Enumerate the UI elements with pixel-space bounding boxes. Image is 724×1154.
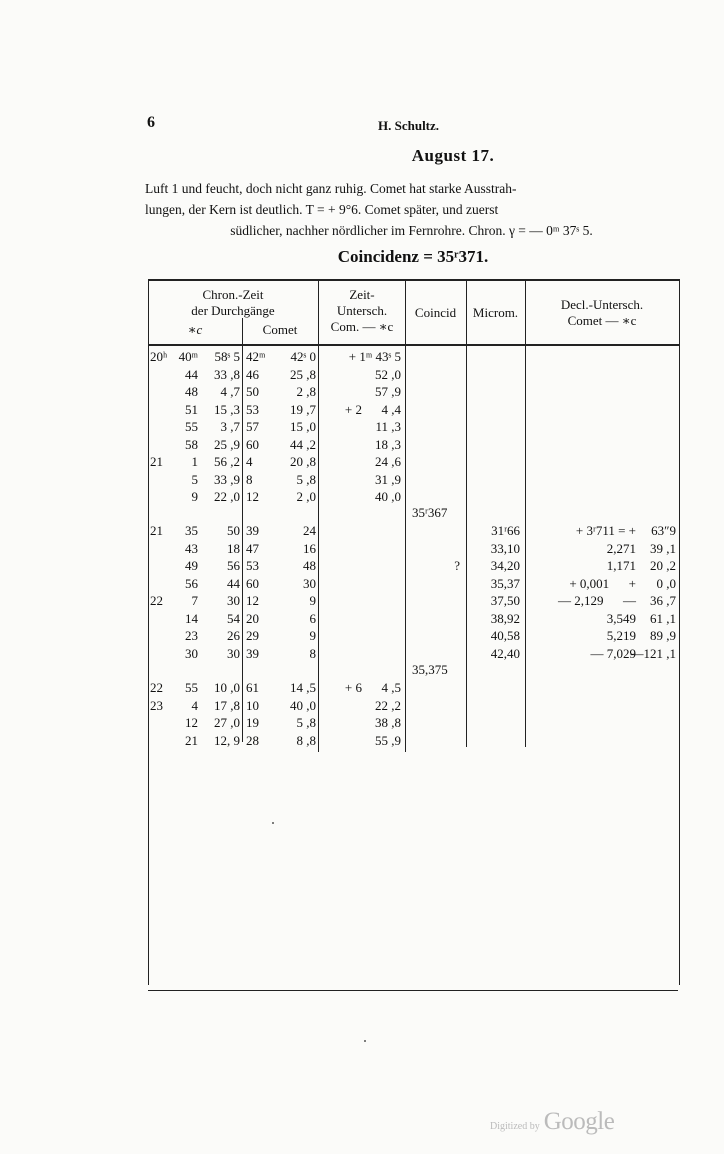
decl-arc-cell: 63″9 (651, 523, 676, 538)
star-minute-cell: 43 (185, 540, 198, 556)
header-coincid: Coincid (414, 305, 457, 320)
zeit-diff-cell: 55 ,9 (375, 732, 401, 748)
column-divider (405, 281, 406, 752)
comet-second-cell: 16 (303, 540, 316, 556)
running-head: H. Schultz. (378, 118, 440, 133)
column-divider (466, 281, 467, 747)
header-star: ∗c (187, 322, 203, 337)
comet-second-cell: 24 (303, 523, 316, 538)
comet-second-cell: 9 (309, 628, 316, 643)
column-divider (525, 281, 526, 747)
comet-second-cell: 15 ,0 (290, 419, 316, 434)
star-minute-cell: 48 (185, 384, 198, 399)
header-decl-top: Decl.-Untersch. (560, 297, 644, 312)
column-divider (318, 281, 319, 752)
comet-minute-cell: 53 (246, 401, 259, 417)
zeit-diff-cell: + 1ᵐ 43ˢ 5 (348, 349, 401, 364)
decl-arc-cell: 0 ,0 (656, 575, 676, 591)
comet-second-cell: 14 ,5 (290, 680, 316, 695)
decl-arc-cell: 20 ,2 (650, 558, 676, 573)
star-minute-cell: 7 (191, 593, 198, 608)
comet-minute-cell: 39 (246, 523, 259, 538)
comet-minute-cell: 53 (246, 558, 259, 573)
comet-second-cell: 20 ,8 (290, 454, 316, 469)
watermark-prefix: Digitized by (490, 1121, 540, 1132)
comet-minute-cell: 12 (246, 593, 259, 608)
comet-second-cell: 5 ,8 (296, 471, 316, 487)
decl-rev-cell: — 2,129 — (558, 593, 636, 608)
star-second-cell: 17 ,8 (214, 697, 240, 713)
star-minute-cell: 1 (191, 454, 198, 469)
header-zeit (318, 287, 406, 335)
header-zeit-bottom: Com. — ∗c (330, 319, 394, 334)
comet-second-cell: 48 (303, 558, 316, 573)
comet-second-cell: 8 (309, 645, 316, 661)
star-second-cell: 3 ,7 (220, 419, 240, 434)
zeit-diff-cell: 57 ,9 (375, 384, 401, 399)
star-minute-cell: 23 (185, 628, 198, 643)
section-title: August 17. (411, 146, 495, 165)
decl-rev-cell: + 3ʳ711 = + (575, 523, 636, 538)
star-minute-cell: 44 (185, 366, 198, 382)
comet-minute-cell: 8 (246, 471, 253, 487)
paragraph-line: Luft 1 und feucht, doch nicht ganz ruhig. Comet hat starke Ausstrah- (145, 181, 517, 196)
star-minute-cell: 35 (185, 523, 198, 538)
star-minute-cell: 40ᵐ (178, 349, 198, 364)
paragraph-line: lungen, der Kern ist deutlich. T = + 9°6. Comet später, und zuerst (145, 202, 499, 217)
comet-second-cell: 2 ,8 (296, 384, 316, 399)
microm-cell: 35,37 (490, 575, 520, 591)
decl-rev-cell: 2,271 (606, 540, 636, 556)
comet-minute-cell: 29 (246, 628, 259, 643)
microm-cell: 33,10 (490, 540, 520, 556)
comet-minute-cell: 10 (246, 697, 259, 713)
star-second-cell: 54 (227, 610, 240, 626)
comet-minute-cell: 46 (246, 366, 259, 382)
star-second-cell: 26 (227, 628, 240, 643)
coincidenz-heading: Coincidenz = 35ʳ371. (337, 247, 489, 266)
hour-cell: 20ʰ (150, 349, 168, 364)
star-minute-cell: 14 (185, 610, 198, 626)
comet-minute-cell: 20 (246, 610, 259, 626)
hour-cell: 21 (150, 523, 163, 538)
column-divider (242, 318, 243, 742)
microm-cell: 31ʳ66 (491, 523, 520, 538)
star-second-cell: 15 ,3 (214, 401, 240, 417)
decl-arc-cell: 61 ,1 (650, 610, 676, 626)
decl-rev-cell: + 0,001 + (569, 575, 636, 591)
comet-second-cell: 30 (303, 575, 316, 591)
star-second-cell: 12, 9 (214, 732, 240, 748)
comet-second-cell: 8 ,8 (296, 732, 316, 748)
star-second-cell: 25 ,9 (214, 436, 240, 452)
comet-minute-cell: 47 (246, 540, 259, 556)
star-second-cell: 33 ,9 (214, 471, 240, 487)
header-comet: Comet (262, 322, 298, 337)
star-minute-cell: 56 (185, 575, 198, 591)
scan-speck (364, 1040, 366, 1042)
comet-minute-cell: 61 (246, 680, 259, 695)
page-number: 6 (147, 114, 155, 131)
header-chron-top: Chron.-Zeit (202, 287, 264, 302)
star-minute-cell: 30 (185, 645, 198, 661)
comet-minute-cell: 12 (246, 489, 259, 504)
zeit-diff-cell: 38 ,8 (375, 715, 401, 730)
zeit-diff-cell: 52 ,0 (375, 366, 401, 382)
comet-minute-cell: 39 (246, 645, 259, 661)
comet-minute-cell: 60 (246, 575, 259, 591)
paragraph-line: südlicher, nachher nördlicher im Fernrohre. Chron. γ = — 0ᵐ 37ˢ 5. (230, 223, 593, 238)
star-second-cell: 58ˢ 5 (214, 349, 240, 364)
hour-cell: 22 (150, 680, 163, 695)
zeit-diff-cell: + 6 4 ,5 (344, 680, 401, 695)
star-minute-cell: 58 (185, 436, 198, 452)
star-second-cell: 22 ,0 (214, 489, 240, 504)
table-bottom-rule (148, 990, 678, 991)
zeit-diff-cell: 24 ,6 (375, 454, 401, 469)
star-minute-cell: 21 (185, 732, 198, 748)
zeit-diff-cell: 22 ,2 (375, 697, 401, 713)
comet-second-cell: 44 ,2 (290, 436, 316, 452)
comet-minute-cell: 57 (246, 419, 259, 434)
google-logo: Google (543, 1108, 615, 1135)
header-decl (526, 297, 678, 329)
star-minute-cell: 55 (185, 419, 198, 434)
comet-second-cell: 9 (309, 593, 316, 608)
decl-rev-cell: — 7,029 (590, 645, 636, 661)
microm-cell: 40,58 (490, 628, 520, 643)
decl-arc-cell: 39 ,1 (650, 540, 676, 556)
star-minute-cell: 9 (191, 489, 198, 504)
comet-second-cell: 42ˢ 0 (290, 349, 316, 364)
comet-minute-cell: 60 (246, 436, 259, 452)
scan-speck (272, 822, 274, 824)
comet-minute-cell: 19 (246, 715, 259, 730)
microm-cell: 42,40 (490, 645, 520, 661)
hour-cell: 21 (150, 454, 163, 469)
decl-arc-cell: 89 ,9 (650, 628, 676, 643)
zeit-diff-cell: + 2 4 ,4 (344, 401, 401, 417)
microm-cell: 34,20 (490, 558, 520, 573)
decl-arc-cell: —121 ,1 (630, 645, 676, 661)
zeit-diff-cell: 40 ,0 (375, 489, 401, 504)
star-second-cell: 4 ,7 (220, 384, 240, 399)
star-second-cell: 44 (227, 575, 240, 591)
header-microm: Microm. (472, 305, 519, 320)
star-minute-cell: 55 (185, 680, 198, 695)
comet-second-cell: 5 ,8 (296, 715, 316, 730)
header-zeit-mid: Untersch. (336, 303, 388, 318)
coincid-value: 35ʳ367 (412, 505, 448, 520)
comet-second-cell: 2 ,0 (296, 489, 316, 504)
header-rule (148, 344, 679, 346)
header-zeit-top: Zeit- (349, 287, 375, 302)
comet-second-cell: 19 ,7 (290, 401, 316, 417)
microm-cell: 38,92 (490, 610, 520, 626)
hour-cell: 23 (150, 697, 163, 713)
observation-paragraph (145, 178, 678, 241)
star-second-cell: 56 ,2 (214, 454, 240, 469)
star-second-cell: 30 (227, 593, 240, 608)
star-second-cell: 33 ,8 (214, 366, 240, 382)
decl-rev-cell: 5,219 (606, 628, 636, 643)
star-second-cell: 10 ,0 (214, 680, 240, 695)
comet-second-cell: 40 ,0 (290, 697, 316, 713)
comet-minute-cell: 28 (246, 732, 259, 748)
header-chron (150, 287, 316, 319)
star-minute-cell: 12 (185, 715, 198, 730)
digitized-watermark (490, 1108, 614, 1136)
microm-cell: 37,50 (490, 593, 520, 608)
comet-second-cell: 6 (309, 610, 316, 626)
coincid-cell: ? (454, 558, 460, 573)
decl-arc-cell: 36 ,7 (650, 593, 676, 608)
star-second-cell: 18 (227, 540, 240, 556)
comet-minute-cell: 50 (246, 384, 259, 399)
star-second-cell: 30 (227, 645, 240, 661)
comet-second-cell: 25 ,8 (290, 366, 316, 382)
coincid-value: 35,375 (412, 662, 448, 677)
star-minute-cell: 4 (191, 697, 198, 713)
header-chron-bottom: der Durchgänge (191, 303, 275, 318)
star-minute-cell: 49 (185, 558, 198, 573)
star-second-cell: 50 (227, 523, 240, 538)
hour-cell: 22 (150, 593, 163, 608)
star-second-cell: 27 ,0 (214, 715, 240, 730)
header-decl-bottom: Comet — ∗c (567, 313, 637, 328)
decl-rev-cell: 3,549 (606, 610, 636, 626)
star-minute-cell: 5 (191, 471, 198, 487)
star-second-cell: 56 (227, 558, 240, 573)
star-minute-cell: 51 (185, 401, 198, 417)
zeit-diff-cell: 11 ,3 (375, 419, 401, 434)
decl-rev-cell: 1,171 (606, 558, 636, 573)
comet-minute-cell: 42ᵐ (246, 349, 266, 364)
comet-minute-cell: 4 (246, 454, 253, 469)
zeit-diff-cell: 31 ,9 (375, 471, 401, 487)
zeit-diff-cell: 18 ,3 (375, 436, 401, 452)
